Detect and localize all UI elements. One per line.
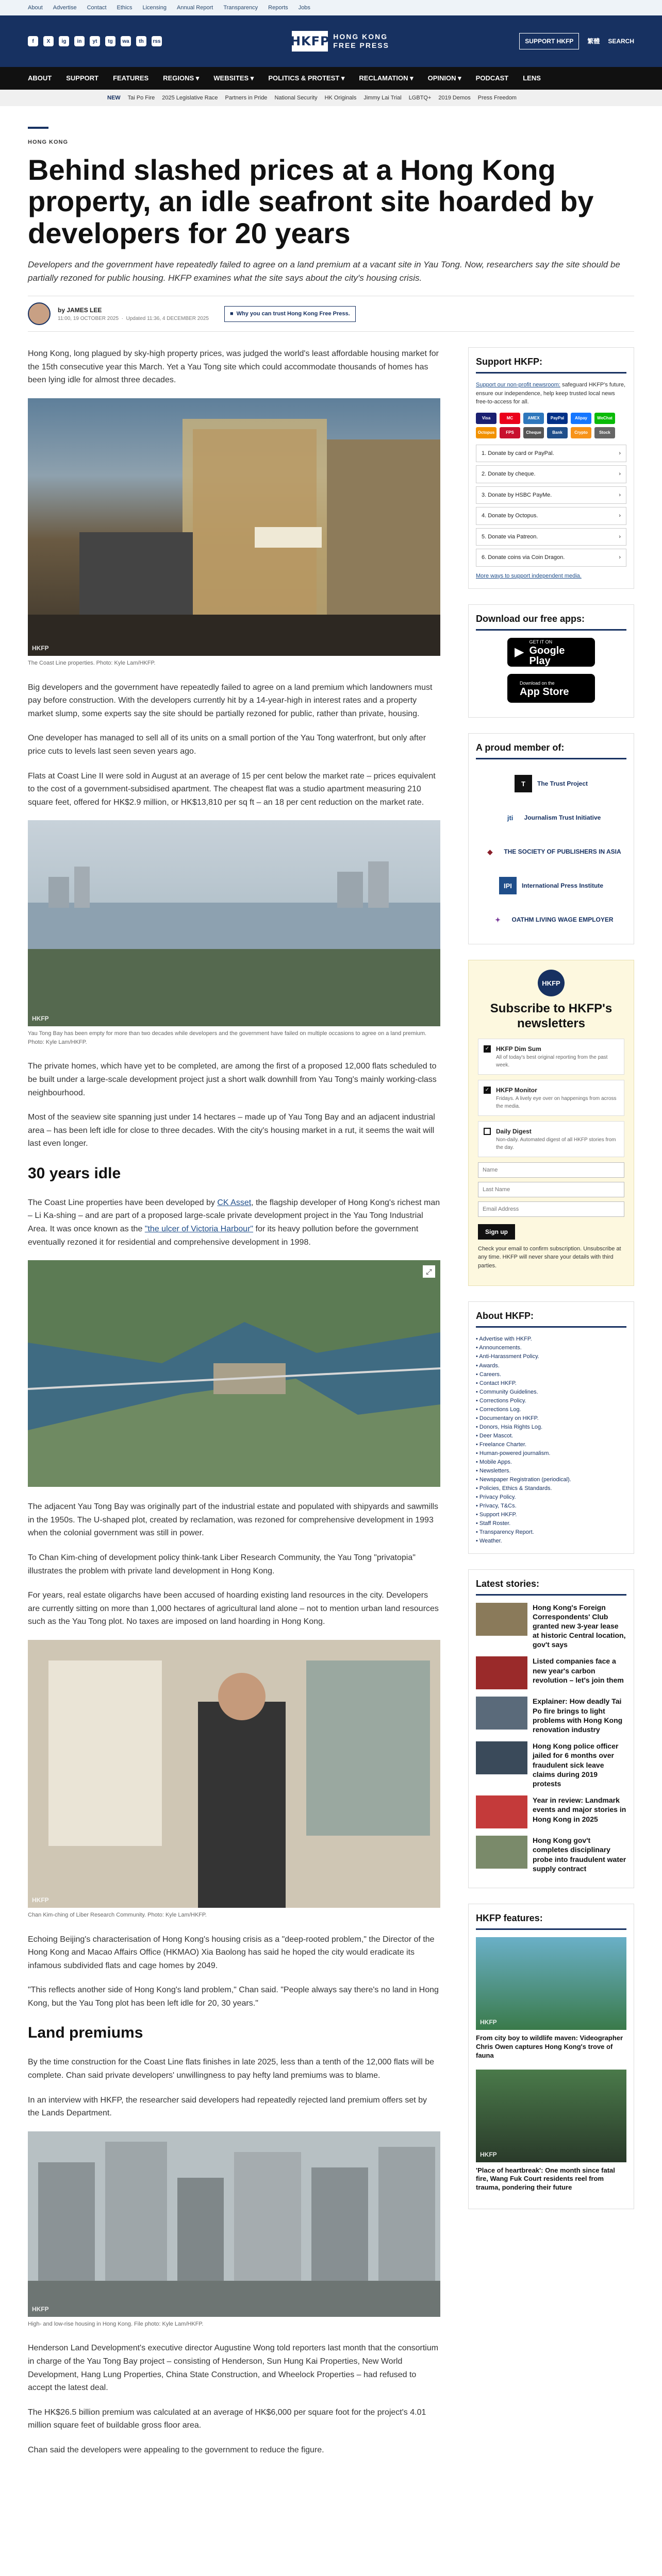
donate-option-label: 1. Donate by card or PayPal. (482, 450, 554, 456)
link-ck-asset[interactable]: CK Asset (217, 1198, 252, 1207)
latest-stories-widget (468, 1569, 634, 1888)
article-header (0, 106, 662, 332)
donate-option[interactable] (476, 549, 626, 567)
about-list (476, 1335, 626, 1546)
visa-icon: Visa (476, 413, 496, 424)
apps-title: Download our free apps: (476, 612, 626, 631)
chevron-right-icon: › (619, 533, 621, 540)
stock-icon: Stock (594, 427, 615, 438)
option-text (496, 1086, 619, 1110)
story-item[interactable] (476, 1603, 626, 1650)
about-link[interactable]: • Announcements. (476, 1345, 522, 1351)
google-play-text (529, 639, 588, 667)
wechat-icon: WeChat (594, 413, 615, 424)
payment-methods (476, 413, 626, 438)
story-item[interactable] (476, 1656, 626, 1689)
donate-option-label: 5. Donate via Patreon. (482, 533, 538, 540)
photo-image[interactable] (28, 398, 440, 656)
checkbox[interactable]: ✓ (484, 1087, 491, 1094)
logo-line-1: HONG KONG (333, 32, 388, 41)
checkbox[interactable]: ✓ (484, 1045, 491, 1053)
membership-widget (468, 733, 634, 944)
story-item[interactable] (476, 1741, 626, 1788)
sopa-logo: ◆ (487, 848, 493, 856)
photo-housing (28, 2131, 440, 2329)
watermark: HKFP (32, 645, 49, 652)
about-link[interactable]: • Freelance Charter. (476, 1441, 527, 1448)
trending-item[interactable]: Tai Po Fire (127, 94, 155, 101)
play-icon: ▶ (515, 645, 524, 659)
watermark: HKFP (32, 2305, 49, 2313)
nav-regions[interactable]: REGIONS ▾ (163, 74, 200, 82)
watermark: HKFP (480, 2018, 497, 2026)
chevron-right-icon: › (619, 450, 621, 456)
nav-podcast[interactable]: PODCAST (475, 74, 509, 82)
mastercard-icon: MC (500, 413, 520, 424)
watermark: HKFP (32, 1896, 49, 1904)
story-title[interactable]: Hong Kong's Foreign Correspondents' Club granted new 3-year lease at historic Central location, gov't says (533, 1603, 626, 1649)
first-name-input[interactable] (478, 1162, 624, 1178)
donate-option[interactable] (476, 507, 626, 525)
photo-caption: High- and low-rise housing in Hong Kong. File photo: Kyle Lam/HKFP. (28, 2320, 204, 2327)
more-ways-link[interactable]: More ways to support independent media. (476, 572, 582, 579)
subheading-30-years-idle: 30 years idle (28, 1164, 121, 1182)
bank-icon: Bank (547, 427, 568, 438)
nav-opinion[interactable]: OPINION ▾ (427, 74, 461, 82)
trending-item[interactable]: LGBTQ+ (408, 94, 432, 101)
rss-icon[interactable]: rss (152, 36, 162, 46)
donate-title: Support HKFP: (476, 355, 626, 374)
paragraph: Henderson Land Development's executive director Augustine Wong told reporters last month that the consortium in charge of the Yau Tong Bay project – consisting of Henderson, Sun Hung Kai Properties, New World Development, Hang Lung Properties, China State Construction, and Wheelock Properties – had refused to accept the latest deal. (28, 2344, 439, 2393)
paragraph-text: , the flagship developer of Hong Kong's richest man – Li Ka-shing – and are part of a proposed large-scale private development project in the Yau Tong Industrial Area. It was once known as the (28, 1198, 440, 1234)
facebook-icon[interactable]: f (28, 36, 38, 46)
portrait-illustration (28, 1640, 440, 1908)
about-link[interactable]: • Corrections Log. (476, 1406, 521, 1413)
paragraph: Chan said the developers were appealing to the government to reduce the figure. (28, 2445, 324, 2454)
story-title[interactable]: Hong Kong police officer jailed for 6 months over fraudulent sick leave claims during 2019 protests (533, 1742, 619, 1788)
story-thumb (476, 1603, 527, 1636)
topbar-link-jobs[interactable]: Jobs (298, 4, 310, 11)
option-desc: Fridays. A lively eye over on happenings from across the media. (496, 1095, 617, 1109)
nav-reclamation[interactable]: RECLAMATION ▾ (359, 74, 413, 82)
trending-item[interactable]: Jimmy Lai Trial (363, 94, 402, 101)
story-thumb (476, 1697, 527, 1730)
donate-text: safeguard HKFP's future, ensure our independence, help keep trusted local news free-to-access for all. (476, 382, 626, 405)
latest-title: Latest stories: (476, 1577, 626, 1596)
about-widget (468, 1301, 634, 1553)
photo-caption: The Coast Line properties. Photo: Kyle Lam/HKFP. (28, 660, 156, 667)
donate-widget (468, 347, 634, 589)
page-layout (0, 332, 662, 2468)
shield-icon: ■ (229, 311, 234, 317)
about-link[interactable]: • Privacy Policy. (476, 1494, 516, 1501)
watermark: HKFP (480, 2150, 497, 2158)
jti-logo: jti (507, 814, 514, 822)
author-name[interactable] (58, 306, 209, 315)
story-thumb (476, 1795, 527, 1828)
photo-coast-line (28, 398, 440, 668)
site-header (0, 15, 662, 67)
nav-lens[interactable]: LENS (523, 74, 541, 82)
top-utility-bar (0, 0, 662, 15)
donate-option[interactable] (476, 465, 626, 483)
last-name-input[interactable] (478, 1182, 624, 1197)
trending-item[interactable]: 2025 Legislative Race (162, 94, 218, 101)
photo-image[interactable] (28, 820, 440, 1026)
donate-option[interactable] (476, 486, 626, 504)
updated-time: Updated 11:36, 4 DECEMBER 2025 (126, 315, 209, 321)
donate-link[interactable]: Support our non-profit newsroom: (476, 382, 560, 388)
about-link[interactable]: • Documentary on HKFP. (476, 1415, 539, 1421)
about-link[interactable]: • Policies, Ethics & Standards. (476, 1485, 552, 1492)
feature-image[interactable] (476, 1937, 626, 2030)
newsletter-logo: HKFP (538, 970, 565, 996)
paragraph (28, 1196, 440, 1249)
paragraph: The adjacent Yau Tong Bay was originally part of the industrial estate and populated with shipyards and sawmills in the 1950s. The U-shaped plot, created by reclamation, was rezoned for comprehensive development in 1993 when the colonial government was still in power. (28, 1502, 439, 1538)
article-body (28, 347, 440, 2468)
membership-title: A proud member of: (476, 741, 626, 759)
app-store-text (520, 680, 569, 698)
newsletter-option-monitor[interactable] (478, 1080, 624, 1116)
newsletter-option-daily[interactable] (478, 1121, 624, 1157)
trending-item[interactable]: HK Originals (324, 94, 357, 101)
story-item[interactable] (476, 1697, 626, 1734)
story-item[interactable] (476, 1836, 626, 1873)
fps-icon: FPS (500, 427, 520, 438)
chevron-right-icon: › (619, 554, 621, 561)
about-link[interactable]: • Newsletters. (476, 1468, 511, 1475)
paragraph: To Chan Kim-ching of development policy think-tank Liber Research Community, the Yau Tong "privatopia" illustrates the problem with private land development in Hong Kong. (28, 1553, 416, 1575)
subheading-land-premiums: Land premiums (28, 2024, 143, 2042)
app-store-big: App Store (520, 686, 569, 698)
about-title: About HKFP: (476, 1309, 626, 1328)
author-prefix: by (58, 306, 65, 314)
about-link[interactable]: • Careers. (476, 1371, 502, 1378)
nav-support[interactable]: SUPPORT (66, 74, 99, 82)
about-link[interactable]: • Privacy, T&Cs. (476, 1503, 517, 1510)
nav-features[interactable]: FEATURES (113, 74, 149, 82)
donate-option[interactable] (476, 528, 626, 546)
paragraph: Echoing Beijing's characterisation of Hong Kong's housing crisis as a "deep-rooted problem," the Director of the Hong Kong and Macao Affairs Office (HKMAO) Xia Baolong has said he hoped the city would eradicate its infamous subdivided flats and cage homes by 2049. (28, 1935, 435, 1970)
chevron-right-icon: › (619, 513, 621, 519)
topbar-link-ethics[interactable]: Ethics (117, 4, 133, 11)
section-rule (28, 127, 48, 129)
option-title: HKFP Monitor (496, 1086, 537, 1094)
topbar-link-annual-report[interactable]: Annual Report (176, 4, 213, 11)
photo-caption: Yau Tong Bay has been empty for more than two decades while developers and the government have failed on multiple occasions to agree on a land premium. Photo: Kyle Lam/HKFP. (28, 1030, 427, 1045)
site-logo[interactable] (292, 31, 389, 52)
about-link[interactable]: • Deer Mascot. (476, 1432, 514, 1439)
paragraph: "This reflects another side of Hong Kong's land problem," Chan said. "People always say there's no land in Hong Kong, but the Yau Tong plot has been left idle for 20, 30 years." (28, 1986, 439, 2008)
construction-site-illustration (28, 398, 440, 656)
member-trust-project[interactable] (476, 767, 626, 801)
trending-label: NEW (107, 94, 121, 101)
logo-mark: HKFP (292, 31, 328, 52)
member-name: The Trust Project (537, 780, 588, 788)
main-nav (0, 67, 662, 90)
crypto-icon: Crypto (571, 427, 591, 438)
story-thumb (476, 1836, 527, 1869)
paragraph: Flats at Coast Line II were sold in August at an average of 15 per cent below the market rate – prices equivalent to the cost of a government-subsidised apartment. The cheapest flat was a studio apartment measuring 210 square feet, offered for HK$2.9 million, or HK$13,810 per sq ft – an 18 per cent reduction on the market rate. (28, 771, 436, 807)
signup-button[interactable]: Sign up (478, 1224, 515, 1240)
story-title[interactable]: Explainer: How deadly Tai Po fire brings to light problems with Hong Kong renovation industry (533, 1697, 623, 1734)
member-ipi[interactable] (476, 869, 626, 903)
option-desc: All of today's best original reporting from the past week. (496, 1054, 608, 1068)
support-hkfp-button[interactable]: SUPPORT HKFP (519, 33, 579, 49)
about-link[interactable]: • Contact HKFP. (476, 1380, 517, 1386)
member-name: Journalism Trust Initiative (524, 814, 601, 822)
option-text (496, 1127, 619, 1151)
harbour-illustration (28, 820, 440, 1026)
topbar-link-contact[interactable]: Contact (87, 4, 107, 11)
nav-about[interactable]: ABOUT (28, 74, 52, 82)
about-link[interactable]: • Mobile Apps. (476, 1459, 512, 1466)
member-name: OATHM LIVING WAGE EMPLOYER (511, 916, 614, 924)
photo-image[interactable] (28, 2131, 440, 2317)
about-link[interactable]: • Corrections Policy. (476, 1397, 526, 1404)
nav-politics[interactable]: POLITICS & PROTEST ▾ (268, 74, 345, 82)
trust-label: Why you can trust Hong Kong Free Press. (236, 311, 350, 317)
trust-project-logo: T (515, 775, 532, 792)
about-link[interactable]: • Awards. (476, 1362, 500, 1369)
story-title[interactable]: Hong Kong gov't completes disciplinary probe into fraudulent water supply contract (533, 1836, 626, 1873)
member-sopa[interactable] (476, 835, 626, 869)
x-icon[interactable]: X (43, 36, 54, 46)
donate-option-label: 4. Donate by Octopus. (482, 513, 538, 519)
donate-intro (476, 381, 626, 406)
published-time: 11:00, 19 OCTOBER 2025 (58, 315, 119, 321)
article-category[interactable]: HONG KONG (28, 139, 69, 145)
paragraph-text: The Coast Line properties have been developed by (28, 1198, 218, 1207)
about-link[interactable]: • Community Guidelines. (476, 1388, 538, 1395)
paragraph: The HK$26.5 billion premium was calculated at an average of HK$6,000 per square foot for the project's 4.01 million square feet of buildable gross floor area. (28, 2408, 426, 2430)
linkedin-icon[interactable]: in (74, 36, 85, 46)
donate-option-label: 3. Donate by HSBC PayMe. (482, 492, 552, 498)
about-link[interactable]: • Weather. (476, 1538, 502, 1545)
link-ulcer[interactable]: "the ulcer of Victoria Harbour" (144, 1225, 254, 1234)
living-wage-logo: ✦ (494, 916, 501, 924)
author-link[interactable]: JAMES LEE (67, 306, 102, 314)
donate-option-label: 6. Donate coins via Coin Dragon. (482, 554, 565, 561)
paragraph: Most of the seaview site spanning just under 14 hectares – made up of Yau Tong Bay and an adjacent industrial area – has been left idle for close to three decades. With the city's housing market in a rut, it seems the wait will last even longer. (28, 1113, 435, 1148)
paragraph-text: for its heavy pollution before the government eventually rezoned it for residential and comprehensive development in 1998. (28, 1225, 419, 1247)
trending-item[interactable]: National Security (274, 94, 318, 101)
newsletter-widget (468, 960, 634, 1286)
photo-yau-tong-bay (28, 820, 440, 1046)
paragraph: In an interview with HKFP, the researcher said developers had repeatedly rejected land premium offers set by the Lands Department. (28, 2095, 427, 2118)
ipi-logo: IPI (499, 877, 517, 894)
feature-title[interactable]: 'Place of heartbreak': One month since fatal fire, Wang Fuk Court residents reel from trauma, pondering their future (476, 2166, 615, 2192)
author-avatar (28, 302, 51, 325)
paragraph: Hong Kong, long plagued by sky-high property prices, was judged the world's least affordable housing market for the 15th consecutive year this March. Yet a Yau Tong site which could accommodate thousands of homes has been lying idle for almost three decades. (28, 349, 439, 385)
story-thumb (476, 1656, 527, 1689)
about-link[interactable]: • Advertise with HKFP. (476, 1336, 532, 1343)
google-play-big: Google Play (529, 645, 565, 667)
threads-icon[interactable]: th (136, 36, 146, 46)
member-jti[interactable] (476, 801, 626, 835)
octopus-icon: Octopus (476, 427, 496, 438)
option-title: HKFP Dim Sum (496, 1045, 541, 1053)
features-title: HKFP features: (476, 1911, 626, 1930)
app-store-small: Download on the (520, 680, 555, 686)
topbar-link-about[interactable]: About (28, 4, 43, 11)
instagram-icon[interactable]: ig (59, 36, 69, 46)
topbar-link-reports[interactable]: Reports (268, 4, 288, 11)
donate-option[interactable] (476, 445, 626, 463)
app-store-button[interactable] (507, 674, 595, 703)
chevron-right-icon: › (619, 492, 621, 498)
trending-item[interactable]: Press Freedom (477, 94, 517, 101)
paragraph: One developer has managed to sell all of its units on a small portion of the Yau Tong waterfront, but only after price cuts to levels last seen seven years ago. (28, 734, 426, 756)
header-actions (519, 33, 634, 49)
trending-item[interactable]: 2019 Demos (438, 94, 471, 101)
logo-line-2: FREE PRESS (333, 41, 389, 49)
language-switch[interactable]: 繁體 (587, 38, 600, 45)
story-title[interactable]: Year in review: Landmark events and major stories in Hong Kong in 2025 (533, 1796, 626, 1823)
newsletter-note: Check your email to confirm subscription. Unsubscribe at any time. HKFP will never share your details with third parties. (478, 1245, 621, 1269)
paragraph: Big developers and the government have repeatedly failed to agree on a land premium which landowners must pay before construction. With the developers currently hit by a 14-year-high in interest rates and a property market slump, some experts say the site should be partially rezoned for public, rather than private, housing. (28, 683, 433, 718)
chevron-right-icon: › (619, 471, 621, 478)
watermark: HKFP (32, 1015, 49, 1023)
youtube-icon[interactable]: yt (90, 36, 100, 46)
checkbox[interactable] (484, 1128, 491, 1135)
about-link[interactable]: • Support HKFP. (476, 1512, 517, 1518)
photo-caption: Chan Kim-ching of Liber Research Community. Photo: Kyle Lam/HKFP. (28, 1912, 207, 1918)
telegram-icon[interactable]: tg (105, 36, 115, 46)
member-living-wage[interactable] (476, 903, 626, 937)
option-desc: Non-daily. Automated digest of all HKFP stories from the day. (496, 1137, 616, 1150)
about-link[interactable]: • Staff Roster. (476, 1520, 511, 1527)
features-widget (468, 1904, 634, 2209)
nav-websites[interactable]: WEBSITES ▾ (213, 74, 254, 82)
photo-image[interactable] (28, 1640, 440, 1908)
whatsapp-icon[interactable]: wa (121, 36, 131, 46)
option-text (496, 1044, 619, 1069)
email-input[interactable] (478, 1201, 624, 1217)
story-item[interactable] (476, 1795, 626, 1828)
option-title: Daily Digest (496, 1127, 532, 1135)
article-lede: Developers and the government have repeatedly failed to agree on a land premium at a vacant site in Yau Tong. Now, researchers say the site should be partially rezoned for public housing. HKFP examines what the site says about the city's housing crisis. (28, 260, 620, 283)
trust-link[interactable] (224, 306, 356, 322)
about-link[interactable]: • Anti-Harassment Policy. (476, 1353, 539, 1360)
aerial-illustration (28, 1260, 440, 1487)
logo-wordmark (333, 32, 389, 50)
trending-item[interactable]: Partners in Pride (225, 94, 268, 101)
topbar-link-licensing[interactable]: Licensing (142, 4, 167, 11)
amex-icon: AMEX (523, 413, 544, 424)
about-link[interactable]: • Newspaper Registration (periodical). (476, 1477, 571, 1483)
newsletter-option-dim-sum[interactable] (478, 1039, 624, 1075)
google-play-small: GET IT ON (529, 639, 553, 645)
feature-image[interactable] (476, 2070, 626, 2162)
photo-chan-kim-ching (28, 1640, 440, 1920)
social-links (28, 36, 162, 46)
trending-bar (0, 90, 662, 106)
about-link[interactable]: • Human-powered journalism. (476, 1450, 551, 1456)
search-button[interactable]: SEARCH (608, 38, 634, 45)
byline (28, 296, 634, 332)
about-link[interactable]: • Donors, Hsia Rights Log. (476, 1423, 543, 1430)
sidebar (468, 347, 634, 2468)
paypal-icon: PayPal (547, 413, 568, 424)
google-play-button[interactable] (507, 638, 595, 667)
publish-date: 11:00, 19 OCTOBER 2025 · Updated 11:36, 4 DECEMBER 2025 (58, 315, 209, 321)
article-title: Behind slashed prices at a Hong Kong property, an idle seafront site hoarded by developers for 20 years (28, 153, 594, 249)
paragraph: The private homes, which have yet to be completed, are among the first of a proposed 12,000 flats scheduled to be built under a large-scale development project just a short walk downhill from Yau Tong's mainly working-class neighbourhood. (28, 1062, 437, 1097)
story-title[interactable]: Listed companies face a new year's carbon revolution – let's join them (533, 1657, 624, 1684)
member-name: THE SOCIETY OF PUBLISHERS IN ASIA (504, 848, 621, 856)
paragraph: By the time construction for the Coast Line flats finishes in late 2025, less than a tenth of the 12,000 flats will be complete. Chan said private developers' unwillingness to pay hefty land premiums was to blame. (28, 2058, 435, 2080)
about-link[interactable]: • Transparency Report. (476, 1529, 534, 1536)
donate-option-label: 2. Donate by cheque. (482, 471, 536, 478)
feature-title[interactable]: From city boy to wildlife maven: Videographer Chris Owen captures Hong Kong's trove of fauna (476, 2033, 623, 2059)
expand-icon[interactable]: ⤢ (423, 1265, 435, 1278)
cheque-icon: Cheque (523, 427, 544, 438)
apps-widget (468, 604, 634, 718)
story-thumb (476, 1741, 527, 1774)
map-image[interactable] (28, 1260, 440, 1487)
photo-aerial-map (28, 1260, 440, 1487)
member-name: International Press Institute (521, 882, 604, 890)
newsletter-title: Subscribe to HKFP's newsletters (490, 1002, 613, 1031)
paragraph: For years, real estate oligarchs have been accused of hoarding existing land resources in the city. Developers are currently sitting on more than 1,000 hectares of agricultural land alone – not to mention urban land resources such as the Yau Tong plot. No taxes are imposed on land hoarding in Hong Kong. (28, 1591, 439, 1626)
housing-illustration (28, 2131, 440, 2317)
topbar-link-transparency[interactable]: Transparency (223, 4, 258, 11)
alipay-icon: Alipay (571, 413, 591, 424)
byline-text (58, 306, 209, 323)
topbar-link-advertise[interactable]: Advertise (53, 4, 77, 11)
